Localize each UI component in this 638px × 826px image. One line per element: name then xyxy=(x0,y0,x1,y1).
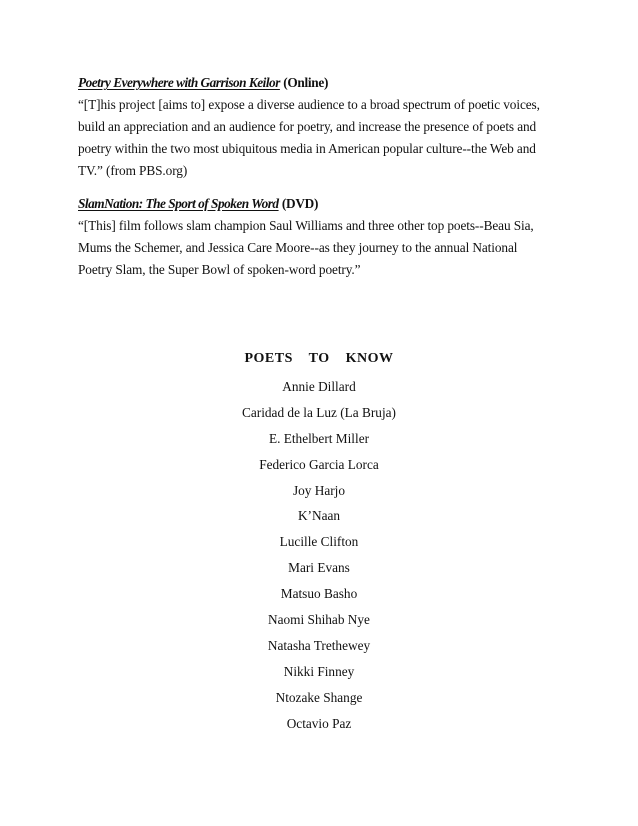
resource-title: SlamNation: The Sport of Spoken Word xyxy=(78,196,279,211)
resource-entry-slamnation xyxy=(78,193,578,281)
poet-name: Natasha Trethewey xyxy=(267,637,371,653)
description-line: poetry within the two most ubiquitous media in American popular culture--the Web and xyxy=(78,141,536,156)
poets-list xyxy=(0,376,638,738)
resource-medium: (DVD) xyxy=(281,196,319,211)
resource-description xyxy=(78,215,578,281)
poet-name: Octavio Paz xyxy=(286,715,352,731)
poet-name: Mari Evans xyxy=(288,560,350,576)
poet-name: K’Naan xyxy=(297,508,341,524)
poets-heading: POETS TO KNOW xyxy=(244,351,394,366)
poet-name: Joy Harjo xyxy=(292,482,346,498)
poet-name: Naomi Shihab Nye xyxy=(268,612,370,628)
poet-name: Federico Garcia Lorca xyxy=(259,456,379,472)
poet-name: Ntozake Shange xyxy=(275,689,363,705)
poet-name: Caridad de la Luz (La Bruja) xyxy=(242,404,396,420)
resource-medium: (Online) xyxy=(283,75,329,90)
description-line: TV.” (from PBS.org) xyxy=(78,163,188,178)
description-line: build an appreciation and an audience for poetry, and increase the presence of poets and xyxy=(78,119,537,134)
description-line: Poetry Slam, the Super Bowl of spoken-word poetry.” xyxy=(78,262,361,277)
poet-name: Matsuo Basho xyxy=(280,586,358,602)
poet-name: E. Ethelbert Miller xyxy=(268,430,370,446)
resource-title: Poetry Everywhere with Garrison Keilor xyxy=(78,75,280,90)
description-line: Mums the Schemer, and Jessica Care Moore--as they journey to the annual National xyxy=(78,240,518,255)
resource-entry-poetry-everywhere xyxy=(78,72,578,182)
description-line: “[T]his project [aims to] expose a diverse audience to a broad spectrum of poetic voices, xyxy=(78,97,540,112)
resource-title-line xyxy=(78,193,578,215)
poet-name: Nikki Finney xyxy=(283,663,355,679)
poet-name: Annie Dillard xyxy=(282,379,356,394)
resource-description xyxy=(78,94,578,182)
poet-name: Lucille Clifton xyxy=(279,534,359,550)
description-line: “[This] film follows slam champion Saul Williams and three other top poets--Beau Sia, xyxy=(78,218,534,233)
resource-title-line xyxy=(78,72,578,94)
